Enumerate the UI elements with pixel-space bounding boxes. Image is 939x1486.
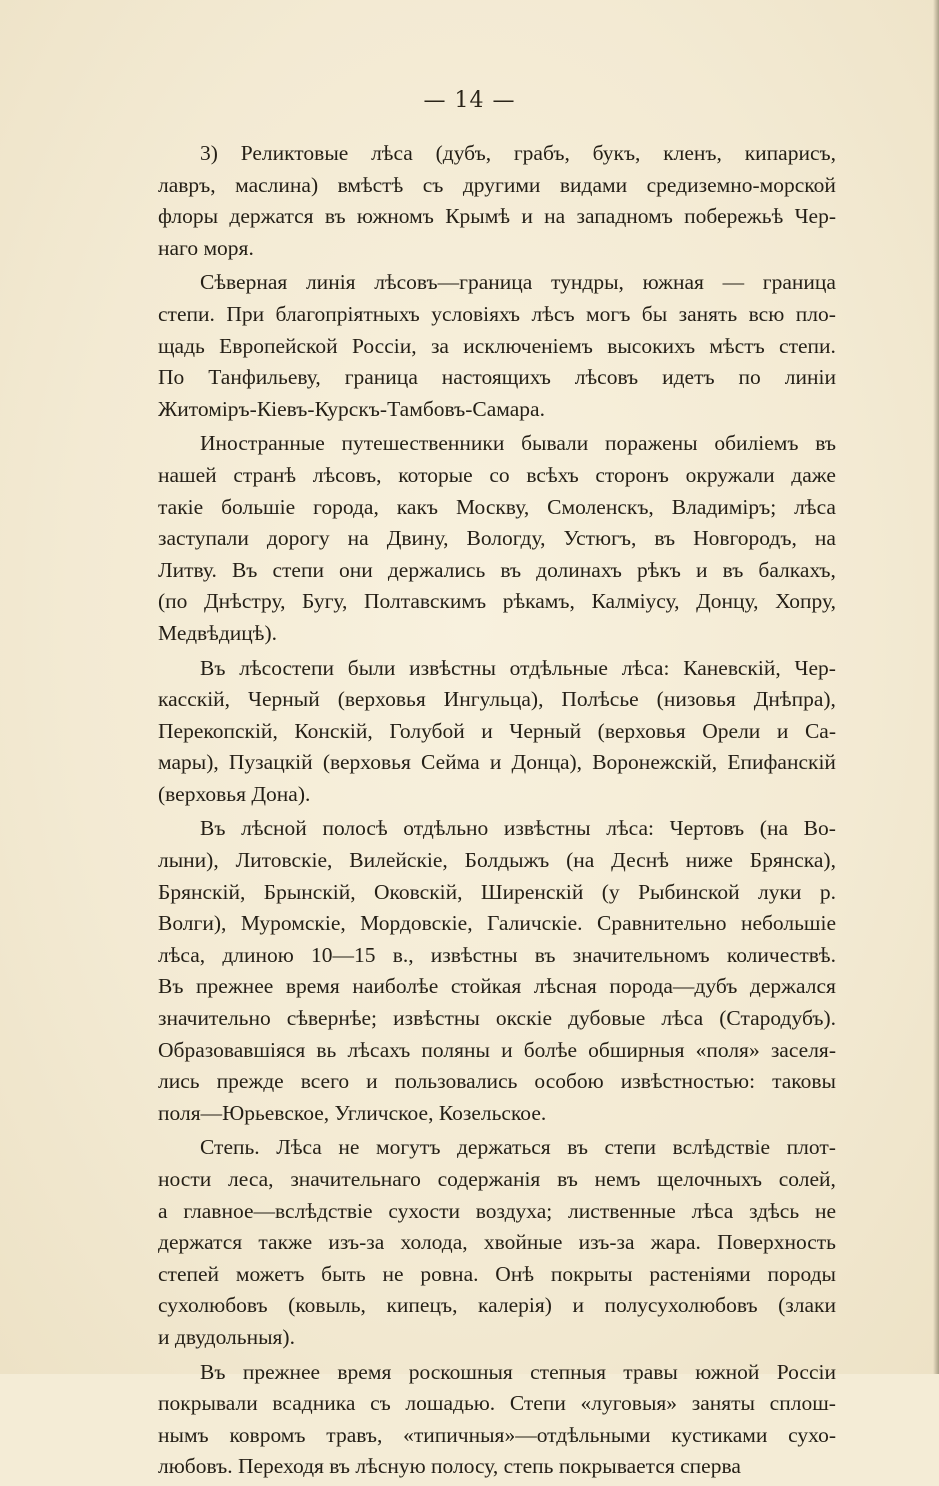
text-line: и двудольныя). — [158, 1324, 295, 1349]
text-line: Медвѣдицѣ). — [158, 620, 278, 645]
text-line: Въ лѣсной полосѣ отдѣльно извѣстны лѣса: Чертовъ (на Во- — [200, 816, 836, 841]
text-line: покрывали всадника съ лошадью. Степи «луговыя» заняты сплош- — [158, 1391, 836, 1416]
text-line: Въ прежнее время роскошныя степныя травы южной Россіи — [200, 1359, 836, 1384]
text-line: флоры держатся въ южномъ Крымѣ и на западномъ побережьѣ Чер- — [158, 204, 836, 229]
text-line: значительно сѣвернѣе; извѣстны окскіе дубовые лѣса (Стародубъ). — [158, 1006, 836, 1031]
page-text — [158, 138, 836, 1486]
text-line: Иностранные путешественники бывали поражены обиліемъ въ — [200, 431, 836, 456]
text-line: Въ прежнее время наиболѣе стойкая лѣсная порода—дубъ держался — [158, 974, 836, 999]
text-line: Въ лѣсостепи были извѣстны отдѣльные лѣса: Каневскій, Чер- — [200, 655, 836, 680]
text-line: Образовавшіяся вь лѣсахъ поляны и болѣе обширныя «поля» заселя- — [158, 1037, 836, 1062]
text-line: степи. При благопріятныхъ условіяхъ лѣсъ могъ бы занять всю пло- — [158, 301, 836, 326]
text-line: Степь. Лѣса не могутъ держаться въ степи вслѣдствіе плот- — [200, 1135, 836, 1160]
text-line: По Танфильеву, граница настоящихъ лѣсовъ идетъ по линіи — [158, 365, 836, 390]
text-line: (верховья Дона). — [158, 781, 311, 806]
text-line: (по Днѣстру, Бугу, Полтавскимъ рѣкамъ, Калміусу, Донцу, Хопру, — [158, 589, 836, 614]
text-line: Перекопскій, Конскій, Голубой и Черный (верховья Орели и Са- — [158, 718, 836, 743]
text-line: щадь Европейской Россіи, за исключеніемъ высокихъ мѣстъ степи. — [158, 333, 836, 358]
text-line: наго моря. — [158, 235, 254, 260]
text-line: 3) Реликтовые лѣса (дубъ, грабъ, букъ, кленъ, кипарисъ, — [200, 141, 836, 165]
text-line: такіе большіе города, какъ Москву, Смоленскъ, Владиміръ; лѣса — [158, 494, 836, 519]
text-line: мары), Пузацкій (верховья Сейма и Донца), Воронежскій, Епифанскій — [158, 750, 836, 775]
page-number: — 14 — — [423, 88, 516, 113]
text-line: любовъ. Переходя въ лѣсную полосу, степь покрывается сперва — [158, 1454, 741, 1479]
text-line: а главное—вслѣдствіе сухости воздуха; лиственные лѣса здѣсь не — [158, 1198, 836, 1223]
text-line: лѣса, длиною 10—15 в., извѣстны въ значительномъ количествѣ. — [158, 942, 836, 967]
paragraph — [158, 653, 836, 811]
text-line: держатся также изъ-за холода, хвойные изъ-за жара. Поверхность — [158, 1230, 836, 1255]
text-line: нашей странѣ лѣсовъ, которые со всѣхъ сторонъ окружали даже — [158, 462, 836, 487]
text-line: Сѣверная линія лѣсовъ—граница тундры, южная — граница — [200, 270, 836, 295]
text-line: заступали дорогу на Двину, Вологду, Устюгъ, въ Новгородъ, на — [158, 526, 836, 551]
text-line: Брянскій, Брынскій, Оковскій, Ширенскій (у Рыбинской луки р. — [158, 879, 836, 904]
paragraph — [158, 813, 836, 1129]
text-line: Житоміръ-Кіевъ-Курскъ-Тамбовъ-Самара. — [158, 396, 545, 421]
text-line: лавръ, маслина) вмѣстѣ съ другими видами средиземно-морской — [158, 172, 836, 197]
text-line: степей можетъ быть не ровна. Онѣ покрыты растеніями породы — [158, 1261, 836, 1286]
text-line: поля—Юрьевское, Угличское, Козельское. — [158, 1100, 547, 1125]
text-line: нымъ ковромъ травъ, «типичныя»—отдѣльными кустиками сухо- — [158, 1422, 836, 1447]
text-line: Волги), Муромскіе, Мордовскіе, Галичскіе. Сравнительно небольшіе — [158, 911, 836, 936]
paragraph — [158, 1132, 836, 1353]
text-line: сухолюбовъ (ковыль, кипецъ, калерія) и полусухолюбовъ (злаки — [158, 1293, 836, 1318]
text-line: Литву. Въ степи они держались въ долинахъ рѣкъ и въ балкахъ, — [158, 557, 836, 582]
text-line: ности леса, значительнаго содержанія въ немъ щелочныхъ солей, — [158, 1167, 836, 1191]
text-line: лись прежде всего и пользовались особою извѣстностью: таковы — [158, 1069, 836, 1094]
text-line: лыни), Литовскіе, Вилейскіе, Болдыжъ (на Деснѣ ниже Брянска), — [158, 848, 836, 873]
paragraph — [158, 138, 836, 264]
page-edge-shadow — [933, 0, 939, 1374]
paragraph — [158, 1357, 836, 1483]
paragraph — [158, 428, 836, 649]
text-line: касскій, Черный (верховья Ингульца), Полѣсье (низовья Днѣпра), — [158, 687, 836, 712]
paragraph — [158, 267, 836, 425]
